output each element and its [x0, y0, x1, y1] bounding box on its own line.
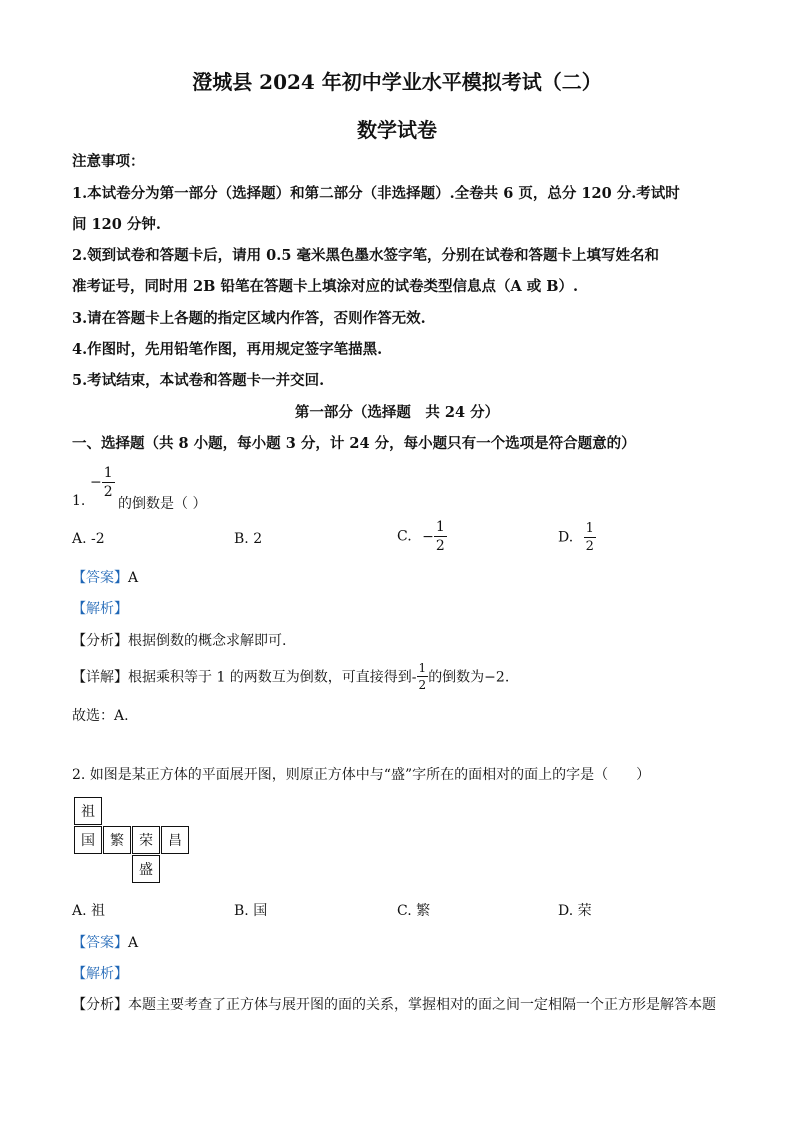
- net-cell-zu: 祖: [74, 797, 102, 825]
- q2-fenxi-tag: 【分析】: [72, 997, 128, 1013]
- net-cell-rong: 荣: [132, 826, 160, 854]
- notes-heading: 注意事项：: [72, 153, 145, 170]
- q2-option-c: C. 繁: [397, 903, 431, 919]
- q1-detail-after: 的倒数为−2.: [428, 669, 510, 686]
- q1-option-d-label: D.: [558, 529, 574, 546]
- q1-number: 1.: [72, 493, 86, 509]
- q2-fenxi-text: 本题主要考查了正方体与展开图的面的关系，掌握相对的面之间一定相隔一个正方形是解答本题: [128, 997, 716, 1013]
- q1-analysis-tag: 【解析】: [72, 601, 128, 617]
- q1-option-c-fraction: [434, 520, 447, 553]
- note-line-3: 2.领到试卷和答题卡后，请用 0.5 毫米黑色墨水签字笔，分别在试卷和答题卡上填写姓名和: [72, 247, 659, 264]
- q2-option-a: A. 祖: [72, 903, 106, 919]
- q1-option-c-num: 1: [435, 519, 445, 535]
- q1-minus: −: [90, 474, 102, 491]
- q1-frac-num: 1: [103, 465, 113, 481]
- note-line-5: 3.请在答题卡上各题的指定区域内作答，否则作答无效.: [72, 310, 426, 327]
- exam-title: 澄城县 2024 年初中学业水平模拟考试（二）: [192, 70, 602, 94]
- q1-fenxi-tag: 【分析】: [72, 633, 128, 649]
- q1-stem: 的倒数是（ ）: [118, 496, 207, 512]
- q2-answer: [72, 932, 138, 952]
- q1-detail: [72, 662, 509, 691]
- q2-answer-value: A: [128, 935, 139, 951]
- q1-option-d-fraction: [584, 522, 596, 553]
- net-cell-fan: 繁: [103, 826, 131, 854]
- q1-option-c: [397, 520, 447, 553]
- q1-answer-tag: 【答案】: [72, 570, 128, 586]
- part-one-title: 第一部分（选择题 共 24 分）: [294, 404, 500, 421]
- q1-fenxi-text: 根据倒数的概念求解即可.: [128, 633, 287, 649]
- note-line-1: 1.本试卷分为第一部分（选择题）和第二部分（非选择题）.全卷共 6 页，总分 120 分.考试时: [72, 185, 680, 202]
- cube-net-figure: [74, 797, 194, 885]
- q1-option-d-den: 2: [585, 539, 594, 554]
- q1-detail-fraction: [417, 662, 429, 691]
- q1-fraction: [102, 466, 115, 499]
- q1-detail-den: 2: [418, 678, 427, 692]
- note-line-4: 准考证号，同时用 2B 铅笔在答题卡上填涂对应的试卷类型信息点（A 或 B）.: [72, 278, 579, 295]
- q1-option-a: A. -2: [72, 531, 105, 547]
- q2-option-b: B. 国: [234, 903, 268, 919]
- net-cell-guo: 国: [74, 826, 102, 854]
- q1-answer: [72, 567, 138, 587]
- net-cell-sheng: 盛: [132, 855, 160, 883]
- q1-detail-before: 根据乘积等于 1 的两数互为倒数，可直接得到-: [128, 669, 417, 686]
- q1-option-c-label: C.: [397, 528, 412, 545]
- q1-detail-num: 1: [418, 661, 427, 675]
- q1-option-c-minus: −: [422, 528, 434, 545]
- q1-option-c-den: 2: [435, 538, 445, 554]
- q2-analysis-tag: 【解析】: [72, 966, 128, 982]
- q1-answer-value: A: [128, 570, 139, 586]
- q1-option-d-num: 1: [585, 521, 594, 536]
- note-line-7: 5.考试结束，本试卷和答题卡一并交回.: [72, 372, 325, 389]
- q2-answer-tag: 【答案】: [72, 935, 128, 951]
- note-line-2: 间 120 分钟.: [72, 216, 161, 233]
- section-heading: 一、选择题（共 8 小题，每小题 3 分，计 24 分，每小题只有一个选项是符合题意的）: [72, 435, 636, 452]
- q2-option-d: D. 荣: [558, 903, 592, 919]
- q2-fenxi: [72, 994, 716, 1014]
- q1-fenxi: [72, 630, 286, 650]
- q1-frac-den: 2: [103, 484, 113, 500]
- net-cell-chang: 昌: [161, 826, 189, 854]
- q1-expression: [90, 466, 115, 499]
- q1-option-b: B. 2: [234, 531, 263, 547]
- q1-conclusion: 故选：A.: [72, 708, 129, 724]
- q1-option-d: [558, 522, 596, 553]
- note-line-6: 4.作图时，先用铅笔作图，再用规定签字笔描黑.: [72, 341, 383, 358]
- q1-detail-tag: 【详解】: [72, 669, 128, 686]
- exam-subtitle: 数学试卷: [357, 118, 437, 142]
- q2-stem: 2. 如图是某正方体的平面展开图，则原正方体中与“盛”字所在的面相对的面上的字是（ ）: [72, 767, 651, 783]
